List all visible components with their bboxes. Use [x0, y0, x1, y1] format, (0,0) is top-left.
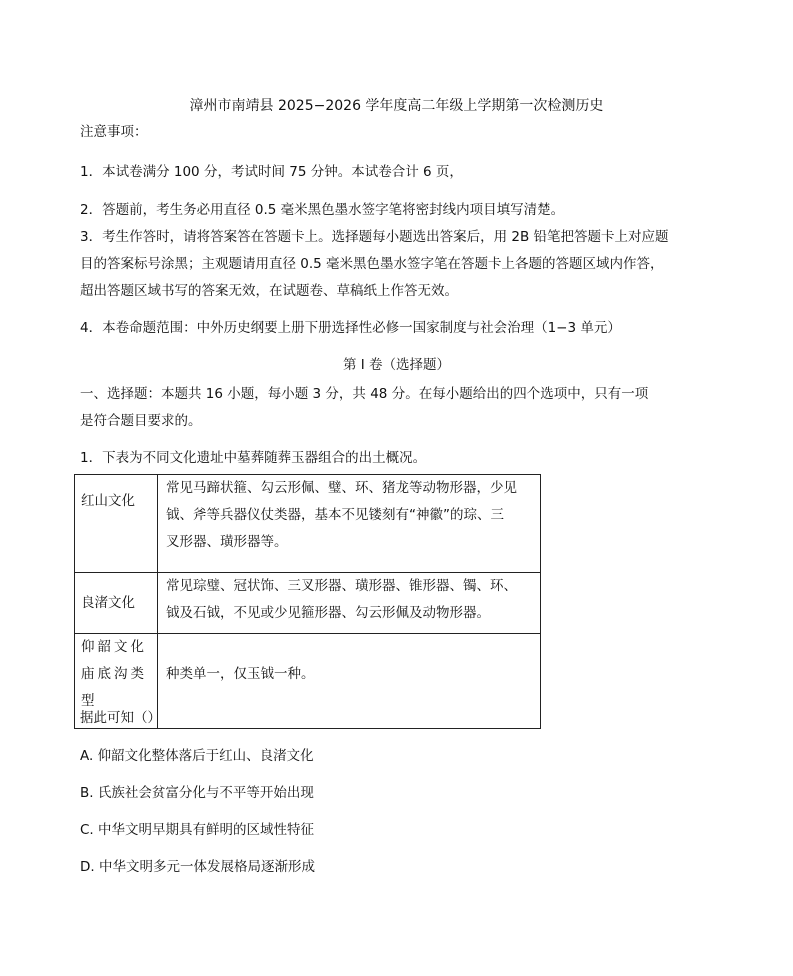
description-line: 钺及石钺，不见或少见箍形器、勾云形佩及动物形器。: [166, 605, 490, 621]
note-2: 2．答题前，考生务必用直径 0.5 毫米黑色墨水签字笔将密封线内项目填写清楚。: [80, 202, 565, 218]
description-line: 常见琮璧、冠状饰、三叉形器、璜形器、锥形器、镯、环、: [166, 578, 517, 594]
section-intro-line-2: 是符合题目要求的。: [80, 413, 202, 429]
question-1-prompt: 据此可知（）: [80, 710, 161, 726]
question-1-stem: 1．下表为不同文化遗址中墓葬随葬玉器组合的出土概况。: [80, 450, 427, 466]
table-row: [75, 573, 541, 634]
note-3-line-2: 目的答案标号涂黑；主观题请用直径 0.5 毫米黑色墨水签字笔在答题卡上各题的答题区域内作答，: [80, 256, 664, 272]
table-row: [75, 475, 541, 573]
exam-title: 漳州市南靖县 2025−2026 学年度高二年级上学期第一次检测历史: [189, 98, 604, 114]
note-3-line-1: 3．考生作答时，请将答案答在答题卡上。选择题每小题选出答案后，用 2B 铅笔把答题卡上对应题: [80, 229, 669, 245]
notice-heading: 注意事项：: [80, 124, 148, 140]
description-line: 种类单一，仅玉钺一种。: [166, 665, 315, 682]
culture-description: [158, 573, 541, 634]
culture-name: 良渚文化: [75, 573, 158, 634]
note-1: 1．本试卷满分 100 分，考试时间 75 分钟。本试卷合计 6 页，: [80, 164, 463, 180]
description-line: 叉形器、璜形器等。: [166, 534, 288, 550]
culture-name: 红山文化: [75, 475, 158, 573]
jade-artifact-table: [74, 474, 541, 729]
option-b: B. 氏族社会贫富分化与不平等开始出现: [80, 785, 314, 801]
option-d: D. 中华文明多元一体发展格局逐渐形成: [80, 859, 315, 875]
section-title: 第 I 卷（选择题）: [342, 357, 451, 373]
note-4: 4．本卷命题范围：中外历史纲要上册下册选择性必修一国家制度与社会治理（1−3 单元）: [80, 320, 621, 336]
culture-description: [158, 475, 541, 573]
culture-name-line: 仰韶文化: [81, 639, 147, 655]
culture-description: [158, 634, 541, 729]
culture-name-line: 型: [81, 693, 98, 709]
option-c: C. 中华文明早期具有鲜明的区域性特征: [80, 822, 315, 838]
section-intro-line-1: 一、选择题：本题共 16 小题，每小题 3 分，共 48 分。在每小题给出的四个选项中，只有一项: [80, 386, 649, 402]
description-line: 钺、斧等兵器仪仗类器，基本不见镂刻有“神徽”的琮、三: [166, 507, 504, 523]
note-3-line-3: 超出答题区域书写的答案无效，在试题卷、草稿纸上作答无效。: [80, 283, 458, 299]
option-a: A. 仰韶文化整体落后于红山、良渚文化: [80, 748, 314, 764]
description-line: 常见马蹄状箍、勾云形佩、璧、环、猪龙等动物形器，少见: [166, 480, 517, 496]
culture-name-line: 庙底沟类: [81, 666, 147, 682]
